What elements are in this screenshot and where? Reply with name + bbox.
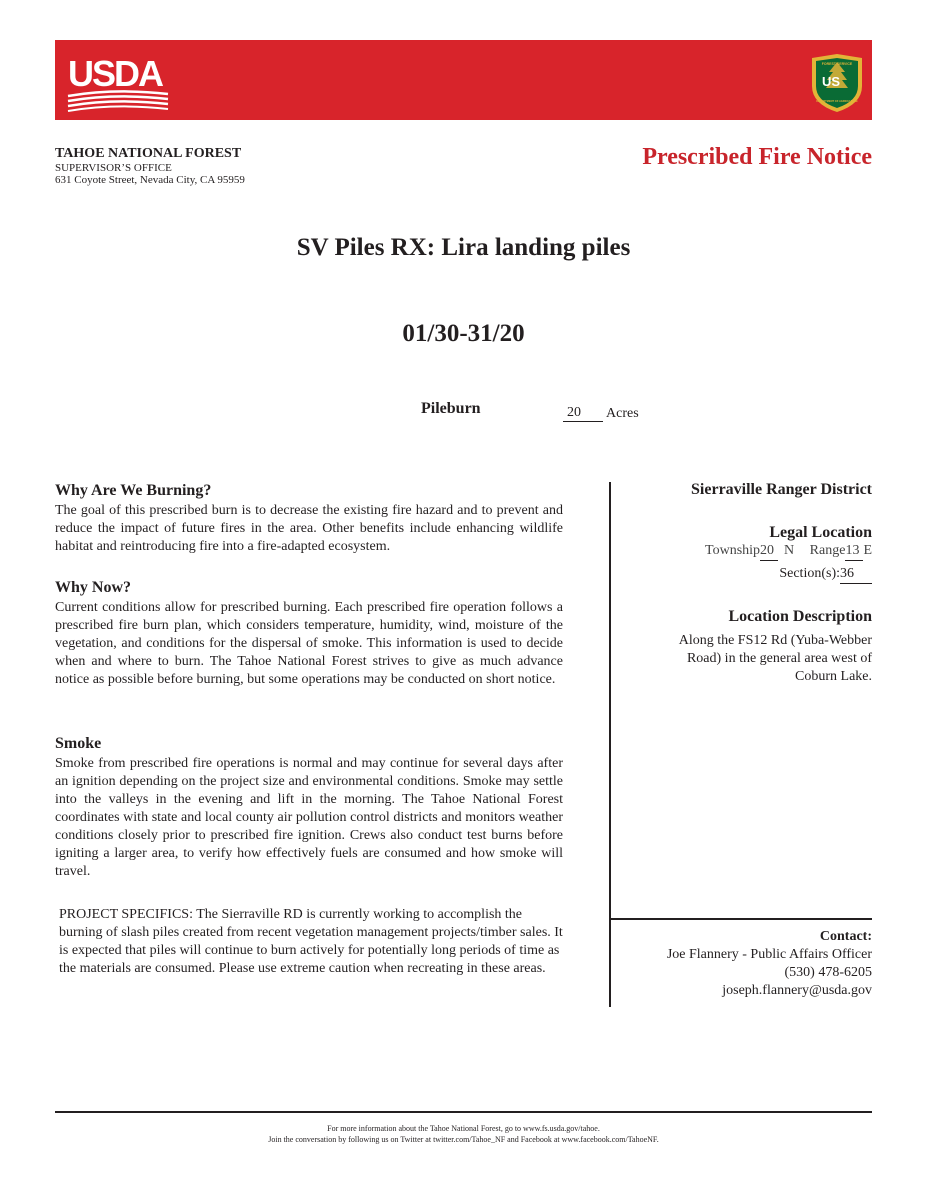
forest-service-shield-icon [808, 52, 866, 114]
header-banner [55, 40, 872, 120]
township-value: 20 [760, 542, 778, 561]
township-label: Township [705, 543, 761, 558]
forest-name: TAHOE NATIONAL FOREST [55, 146, 242, 161]
page-title: SV Piles RX: Lira landing piles [296, 234, 631, 261]
why-now-section [55, 579, 563, 689]
why-burning-section [55, 482, 563, 556]
usda-logo [60, 54, 170, 112]
legal-location-block [622, 524, 872, 584]
contact-heading: Contact: [819, 929, 872, 944]
range-value: 13 [845, 542, 863, 561]
office-address: 631 Coyote Street, Nevada City, CA 95959 [55, 174, 245, 186]
why-now-text: Current conditions allow for prescribed burning. Each prescribed fire operation follows a prescribed fire burn plan, which considers temperature, humidity, wind, moisture of the vegetation, and conditions for the dispersal of smoke. This information is used to decide when and where to burn. The Tahoe National Forest strives to give as much advance notice as possible before burning, but some operations may be conducted on short notice. [55, 600, 563, 687]
burn-date: 01/30-31/20 [402, 320, 525, 347]
range-direction: E [863, 543, 872, 558]
district-name: Sierraville Ranger District [691, 481, 872, 498]
contact-divider [610, 918, 872, 920]
shield-top-text: FOREST SERVICE [821, 62, 853, 66]
office-name: SUPERVISOR’S OFFICE [55, 162, 172, 174]
section-label: Section(s): [779, 566, 840, 581]
column-divider [609, 482, 611, 1007]
smoke-section [55, 735, 563, 881]
location-description-heading: Location Description [728, 608, 872, 625]
location-description-text: Along the FS12 Rd (Yuba-Webber Road) in the general area west of Coburn Lake. [678, 633, 872, 684]
township-range-line [622, 542, 872, 561]
legal-location-heading: Legal Location [769, 524, 872, 541]
contact-name: Joe Flannery - Public Affairs Officer [666, 947, 872, 962]
section-value: 36 [840, 565, 872, 584]
contact-phone: (530) 478-6205 [784, 965, 872, 980]
shield-bottom-text: DEPARTMENT OF AGRICULTURE [816, 100, 858, 103]
notice-title: Prescribed Fire Notice [642, 144, 872, 170]
district-heading [622, 481, 872, 499]
acres-value: 20 [563, 405, 603, 422]
why-now-heading: Why Now? [55, 579, 132, 596]
burn-type: Pileburn [421, 400, 481, 417]
usda-logo-text: USDA [68, 53, 163, 94]
section-line [622, 565, 872, 584]
acres-label: Acres [606, 406, 639, 421]
shield-initials: US [822, 74, 841, 89]
township-direction: N [784, 543, 795, 558]
footer [0, 1123, 927, 1145]
project-specifics: PROJECT SPECIFICS: The Sierraville RD is currently working to accomplish the burning of slash piles created from recent vegetation management projects/timber sales. It is expected that piles will continue to burn actively for potentially long periods of time as the materials are consumed. Please use extreme caution when recreating in these areas. [59, 907, 563, 976]
contact-block [622, 928, 872, 1000]
range-label: Range [809, 543, 846, 558]
footer-divider [55, 1111, 872, 1113]
why-burning-text: The goal of this prescribed burn is to decrease the existing fire hazard and to prevent and reduce the impact of future fires in the area. Other benefits include enhancing wildlife habitat and reintroducing fire into a fire-adapted ecosystem. [55, 503, 563, 554]
smoke-heading: Smoke [55, 735, 102, 752]
contact-email[interactable]: joseph.flannery@usda.gov [722, 983, 872, 998]
location-description-block [622, 608, 872, 686]
why-burning-heading: Why Are We Burning? [55, 482, 212, 499]
footer-info-line: For more information about the Tahoe National Forest, go to www.fs.usda.gov/tahoe. [327, 1124, 600, 1133]
smoke-text: Smoke from prescribed fire operations is normal and may continue for several days after an ignition depending on the project size and environmental conditions. Smoke may settle into the valleys in the evening and lift in the morning. The Tahoe National Forest coordinates with state and local county air pollution control districts and monitors weather conditions closely prior to prescribed fire ignition. Crews also conduct test burns before igniting a larger area, to verify how effectively fuels are consumed and how smoke will travel. [55, 756, 563, 879]
footer-social-line: Join the conversation by following us on Twitter at twitter.com/Tahoe_NF and Facebook at www.facebook.com/TahoeNF. [268, 1135, 659, 1144]
office-block [55, 146, 245, 186]
usda-swoosh-icon [66, 90, 170, 114]
